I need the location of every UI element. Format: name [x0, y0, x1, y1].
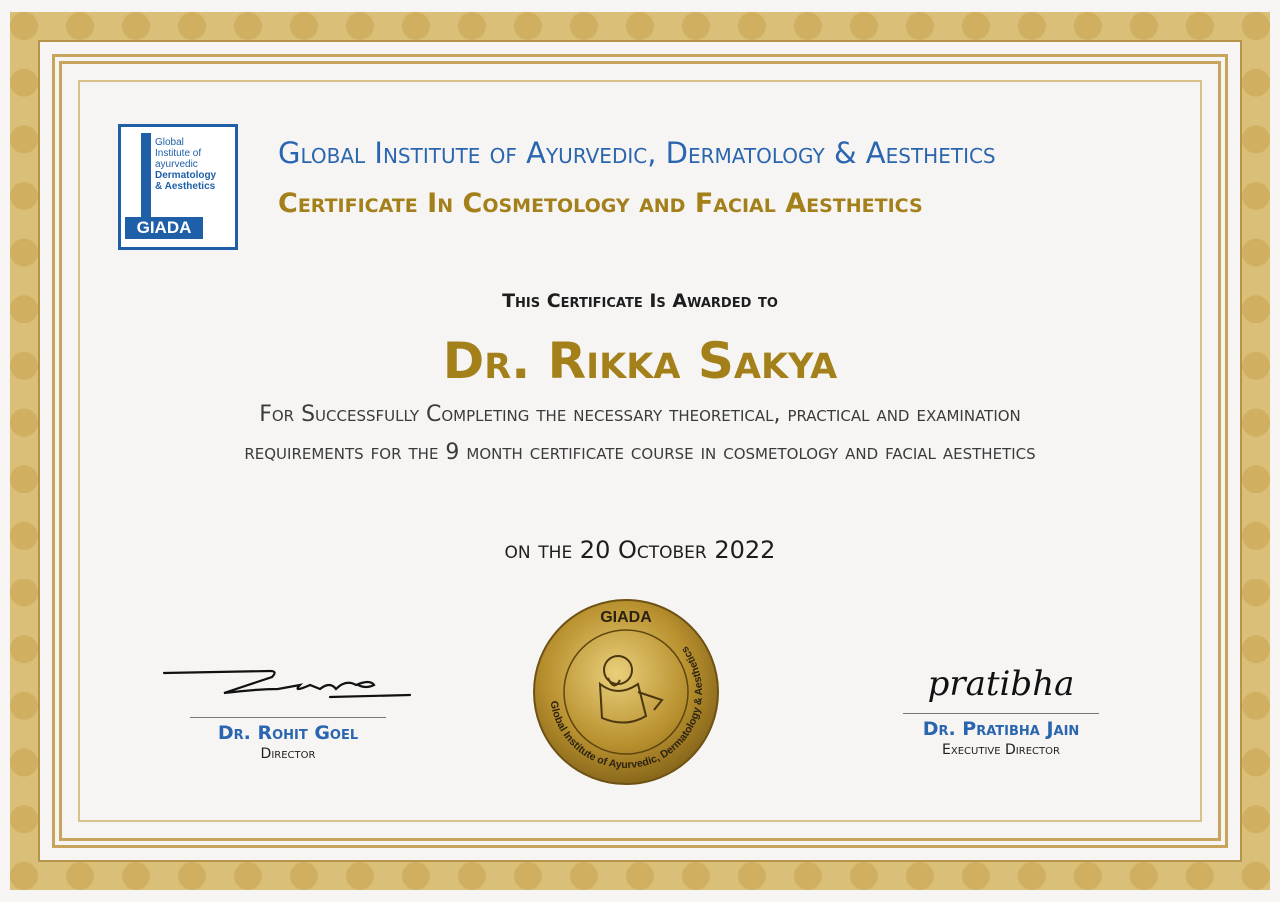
logo-line-5: & Aesthetics — [155, 181, 216, 192]
executive-director-title: Executive Director — [942, 742, 1060, 758]
certificate-description — [150, 396, 1130, 472]
signature-line-right — [903, 713, 1099, 714]
director-title: Director — [260, 746, 316, 762]
logo-line-4: Dermatology — [155, 170, 217, 181]
logo-bar — [141, 133, 151, 225]
signature-line-left — [190, 717, 386, 718]
signature-pratibha: pratibha — [927, 664, 1075, 704]
recipient-name: Dr. Rikka Sakya — [442, 332, 838, 390]
gold-seal — [522, 588, 730, 796]
signature-rohit-goel — [160, 655, 416, 713]
seal-disc — [534, 600, 718, 784]
logo-text — [155, 137, 216, 192]
logo-line-3: ayurvedic — [155, 159, 198, 170]
executive-director-name: Dr. Pratibha Jain — [922, 718, 1080, 740]
institute-title: Global Institute of Ayurvedic, Dermatology & Aesthetics — [278, 136, 996, 170]
award-date: on the 20 October 2022 — [504, 536, 776, 564]
signature-block-executive-director — [900, 655, 1102, 758]
logo-badge: GIADA — [125, 217, 203, 239]
logo-line-1: Global — [155, 137, 184, 148]
logo-line-2: Institute of — [155, 148, 202, 159]
course-title: Certificate In Cosmetology and Facial Aesthetics — [278, 188, 923, 219]
seal-ring-textpath: Global Institute of Ayurvedic, Dermatology & Aesthetics — [547, 643, 706, 772]
awarded-to-label: This Certificate Is Awarded to — [502, 290, 778, 312]
seal-top-text: GIADA — [600, 609, 652, 626]
description-line-1: For Successfully Completing the necessary theoretical, practical and examination — [259, 402, 1021, 427]
director-name: Dr. Rohit Goel — [217, 722, 359, 744]
giada-logo — [118, 124, 238, 250]
signature-block-director — [160, 655, 416, 762]
description-line-2: requirements for the 9 month certificate course in cosmetology and facial aesthetics — [244, 440, 1036, 465]
